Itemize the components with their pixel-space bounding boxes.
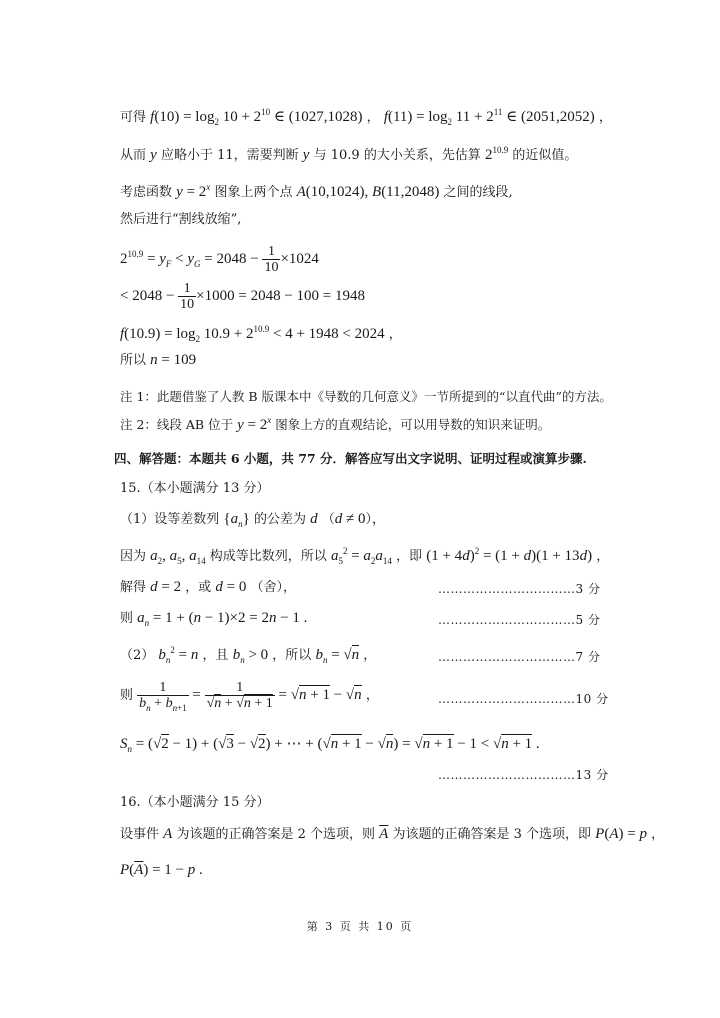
text: 注 1：此题借鉴了人教 B 版课本中《导数的几何意义》一节所提到的“以直代曲”的方法。 [120,389,612,404]
text: 所以 [120,353,147,368]
text: 之间的线段, [443,185,513,200]
text: 16.（本小题满分 15 分） [120,795,270,810]
fraction: $\frac{1}{b_n + b_{n+1}}$ [139,680,187,713]
text: ，所以 [272,648,312,663]
line-consider [120,183,513,202]
text: 四、解答题：本题共 6 小题，共 77 分．解答应写出文字说明、证明过程或演算步骤. [114,451,587,466]
text: 因为 [120,549,147,564]
text: 图象上方的直观结论，可以用导数的知识来证明。 [275,417,551,432]
line-ineq-1 [120,244,319,280]
q16-heading [120,794,269,812]
text: 为该题的正确答案是 2 个选项，则 [176,827,376,842]
line-ineq-2 [120,281,365,317]
text: 应略小于 11，需要判断 [160,148,299,163]
math-y: y [302,147,310,163]
math-d0: d = 0 [215,579,247,595]
text: 为该题的正确答案是 3 个选项，即 [392,827,592,842]
text: 则 [120,687,134,703]
math-an-formula: $a_n = 1 + (n - 1)\times 2 = 2n - 1$ . [137,610,308,628]
math-f10: $f(10) = \log_2 10 + 2^{10}$ ∈ (1027,1028) [150,107,363,127]
math-n: n = 109 [150,352,197,368]
text: 设事件 [120,827,160,842]
math-d2: d = 2 [150,579,182,595]
q15-line-7 [120,735,540,754]
text: ， [388,327,402,342]
q15-line-1 [120,510,385,529]
math-f10.9: $f(10.9) = \log_2 10.9 + 2^{10.9} < 4 + 1948 < 2024$ [120,324,385,344]
text: ， [651,827,665,842]
score-13: ……………………………13 分 [438,768,609,782]
math-A: A [163,826,173,842]
text: ， [598,110,612,125]
q15-heading [120,480,269,498]
q15-line-4 [120,609,307,628]
math-an: $\{a_n\}$ [223,511,250,529]
q16-line-2 [120,861,203,880]
text: ，且 [202,648,229,663]
text: 解得 [120,580,147,595]
fraction: $\frac{1}{√n + √n + 1}$ [206,680,273,711]
math-ineq-1: $2^{10.9} = y_F < y_G = 2048$ − $\frac{1}{10}$ ×1024 [120,244,319,275]
math-sn: $S_n = (√2 - 1) + (√3 - √2)$ + ⋯ + (√n + 1 − √n) = √n + 1 − 1 < √n + 1 . [120,736,540,754]
fraction: $\frac{1}{10}$ [180,281,195,312]
text: ， [596,549,610,564]
score-3: ……………………………3 分 [438,582,601,596]
line-secant [120,211,241,229]
text: 的近似值。 [512,148,578,163]
note-2 [120,416,550,434]
q15-line-3 [120,578,296,597]
line-estimate [120,146,577,165]
text: （2） [120,648,155,663]
math-d-ne-0: d ≠ 0 [334,511,366,527]
math-f11: $f(11) = \log_2 11 + 2^{11}$ ∈ (2051,2052) [383,107,595,127]
text: （舍）， [250,580,297,595]
math-a2-a5-a14: $a_2$, $a_5$, $a_{14}$ [150,548,206,566]
page-footer: 第 3 页 共 10 页 [306,920,414,933]
text: 考虑函数 [120,185,173,200]
math-telescope: $\frac{1}{b_n + b_{n+1}}$ = $\frac{1}{√n + √n + 1}$ = √n + 1 − √n [139,680,362,713]
score-7: ……………………………7 分 [438,650,601,664]
q15-line-2 [120,547,609,566]
text: 注 2：线段 AB 位于 [120,417,234,432]
math-A-bar: $\overline{A}$ [379,826,389,842]
text: ，或 [185,580,212,595]
line-f10.9 [120,325,402,344]
math-eq: $(1 + 4d)^2 = (1 + d)(1 + 13d)$ [426,546,593,564]
text: ， [366,110,380,125]
note-1 [120,388,612,406]
math-bn-sqrt: $b_n = √n$ [315,647,360,665]
math-bn-pos: $b_n > 0$ [232,647,269,665]
math-geo: $a_5^2 = a_2a_{14}$ [330,546,392,566]
section-heading [114,450,587,468]
q16-line-1 [120,825,664,844]
text: （ [321,512,335,527]
math-d: d [310,511,318,527]
score-5: ……………………………5 分 [438,613,601,627]
text: 的公差为 [253,512,306,527]
text: ， [365,687,379,703]
text: 从而 [120,148,147,163]
math-y: y [150,147,157,163]
text: 则 [120,611,134,626]
score-10: ……………………………10 分 [438,692,609,706]
text: 然后进行“割线放缩”, [120,212,242,227]
fraction: $\frac{1}{10}$ [264,244,279,275]
math-PA: P(A) = p [595,826,647,842]
text: ， [363,648,377,663]
math-bn2: $b_n^2 = n$ [158,645,199,665]
math-ineq-2: < 2048 − $\frac{1}{10}$ ×1000 = 2048 − 100 = 1948 [120,281,366,312]
text: 构成等比数列，所以 [209,549,327,564]
text: （1）设等差数列 [120,512,220,527]
text: ）， [365,512,386,527]
text: 可得 [120,110,147,125]
math-points: A(10,1024), B(11,2048) [296,184,440,200]
line-n109 [120,351,196,370]
q15-line-6 [120,680,379,720]
text: 与 10.9 的大小关系，先估算 [313,148,481,163]
text: ，即 [396,549,423,564]
math-PA-bar: $P(\overline{A}) = 1 - p$ . [120,862,203,878]
math-y-2x: $y = 2^x$ [176,182,211,200]
q15-line-5 [120,646,376,665]
line-f10-f11 [120,108,612,127]
math-2-10.9: $2^{10.9}$ [484,145,509,163]
math-y-2x: $y = 2^x$ [237,415,272,433]
text: 图象上两个点 [214,185,293,200]
text: 15.（本小题满分 13 分） [120,481,270,496]
